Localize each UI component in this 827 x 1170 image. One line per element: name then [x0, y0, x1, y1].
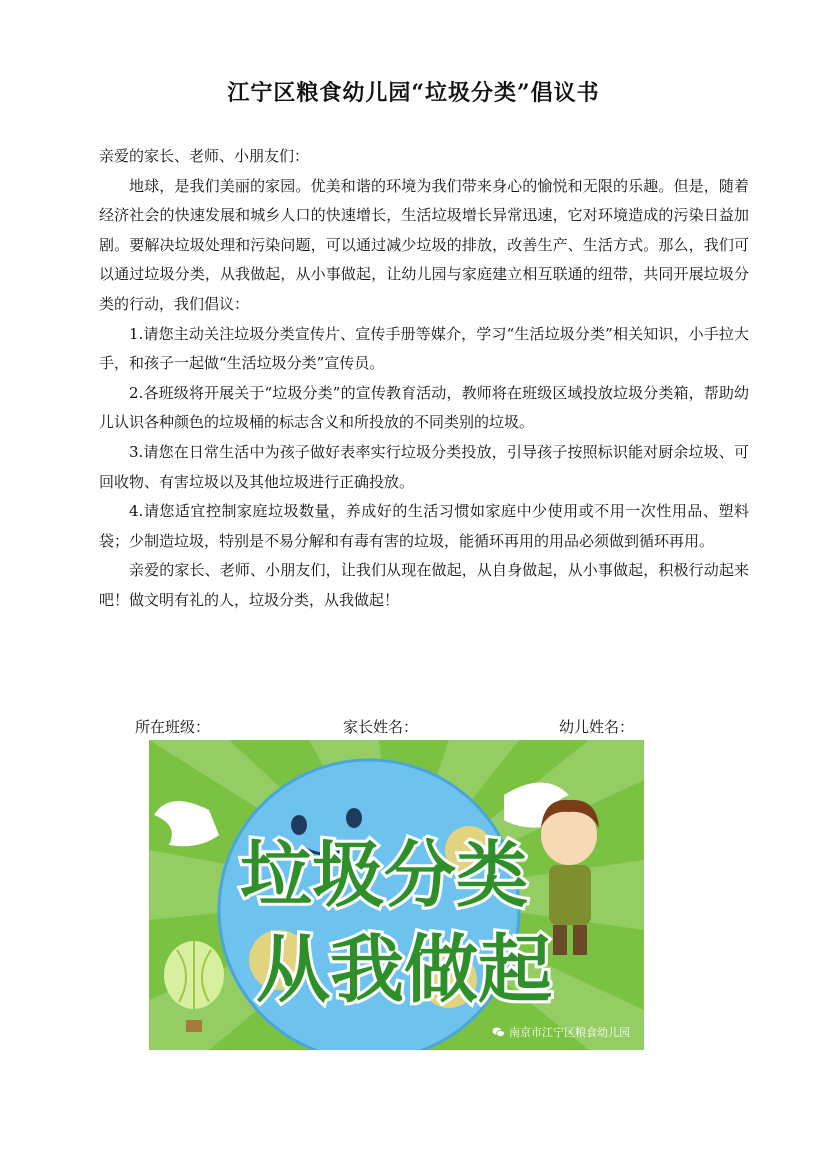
proposal-item-1: 1.请您主动关注垃圾分类宣传片、宣传手册等媒介，学习“生活垃圾分类”相关知识，小手拉大手，和孩子一起做“生活垃圾分类”宣传员。 — [99, 324, 749, 373]
class-field-label: 所在班级： — [135, 718, 211, 736]
poster-headline-2: 从我做起 — [256, 927, 552, 1013]
proposal-item-4: 4.请您适宜控制家庭垃圾数量，养成好的生活习惯如家庭中少使用或不用一次性用品、塑料袋；少制造垃圾，特别是不易分解和有毒有害的垃圾，能循环再用的用品必须做到循环再用。 — [99, 502, 749, 550]
globe-eye-right — [346, 808, 362, 828]
watermark-text: 南京市江宁区粮食幼儿园 — [509, 1026, 630, 1039]
proposal-item-2: 2.各班级将开展关于“垃圾分类”的宣传教育活动，教师将在班级区域投放垃圾分类箱，帮助幼儿认识各种颜色的垃圾桶的标志含义和所投放的不同类别的垃圾。 — [99, 383, 749, 432]
globe-eye-left — [291, 815, 307, 835]
intro-paragraph: 地球，是我们美丽的家园。优美和谐的环境为我们带来身心的愉悦和无限的乐趣。但是，随着经济社会的快速发展和城乡人口的快速增长，生活垃圾增长异常迅速，它对环境造成的污染日益加剧。要解决垃圾处理和污染问题，可以通过减少垃圾的排放，改善生产、生活方式。那么，我们可以通过垃圾分类，从我做起，从小事做起，让幼儿园与家庭建立相互联通的纽带，共同开展垃圾分类的行动，我们倡议： — [99, 176, 749, 313]
wechat-icon — [492, 1027, 505, 1037]
poster-illustration — [149, 740, 644, 1050]
proposal-item-3: 3.请您在日常生活中为孩子做好表率实行垃圾分类投放，引导孩子按照标识能对厨余垃圾、可回收物、有害垃圾以及其他垃圾进行正确投放。 — [99, 442, 749, 491]
parent-name-field-label: 家长姓名： — [343, 718, 419, 736]
salutation: 亲爱的家长、老师、小朋友们： — [99, 147, 310, 165]
page-title: 江宁区粮食幼儿园“垃圾分类”倡议书 — [227, 80, 600, 106]
poster-headline-1: 垃圾分类 — [239, 833, 529, 917]
poster-image — [149, 740, 644, 1050]
child-name-field-label: 幼儿姓名： — [559, 718, 635, 736]
signature-fields — [135, 716, 655, 740]
letter-body — [99, 142, 749, 616]
poster-watermark — [492, 1024, 630, 1040]
closing-paragraph: 亲爱的家长、老师、小朋友们，让我们从现在做起，从自身做起，从小事做起，积极行动起来吧！做文明有礼的人，垃圾分类，从我做起！ — [99, 561, 749, 609]
